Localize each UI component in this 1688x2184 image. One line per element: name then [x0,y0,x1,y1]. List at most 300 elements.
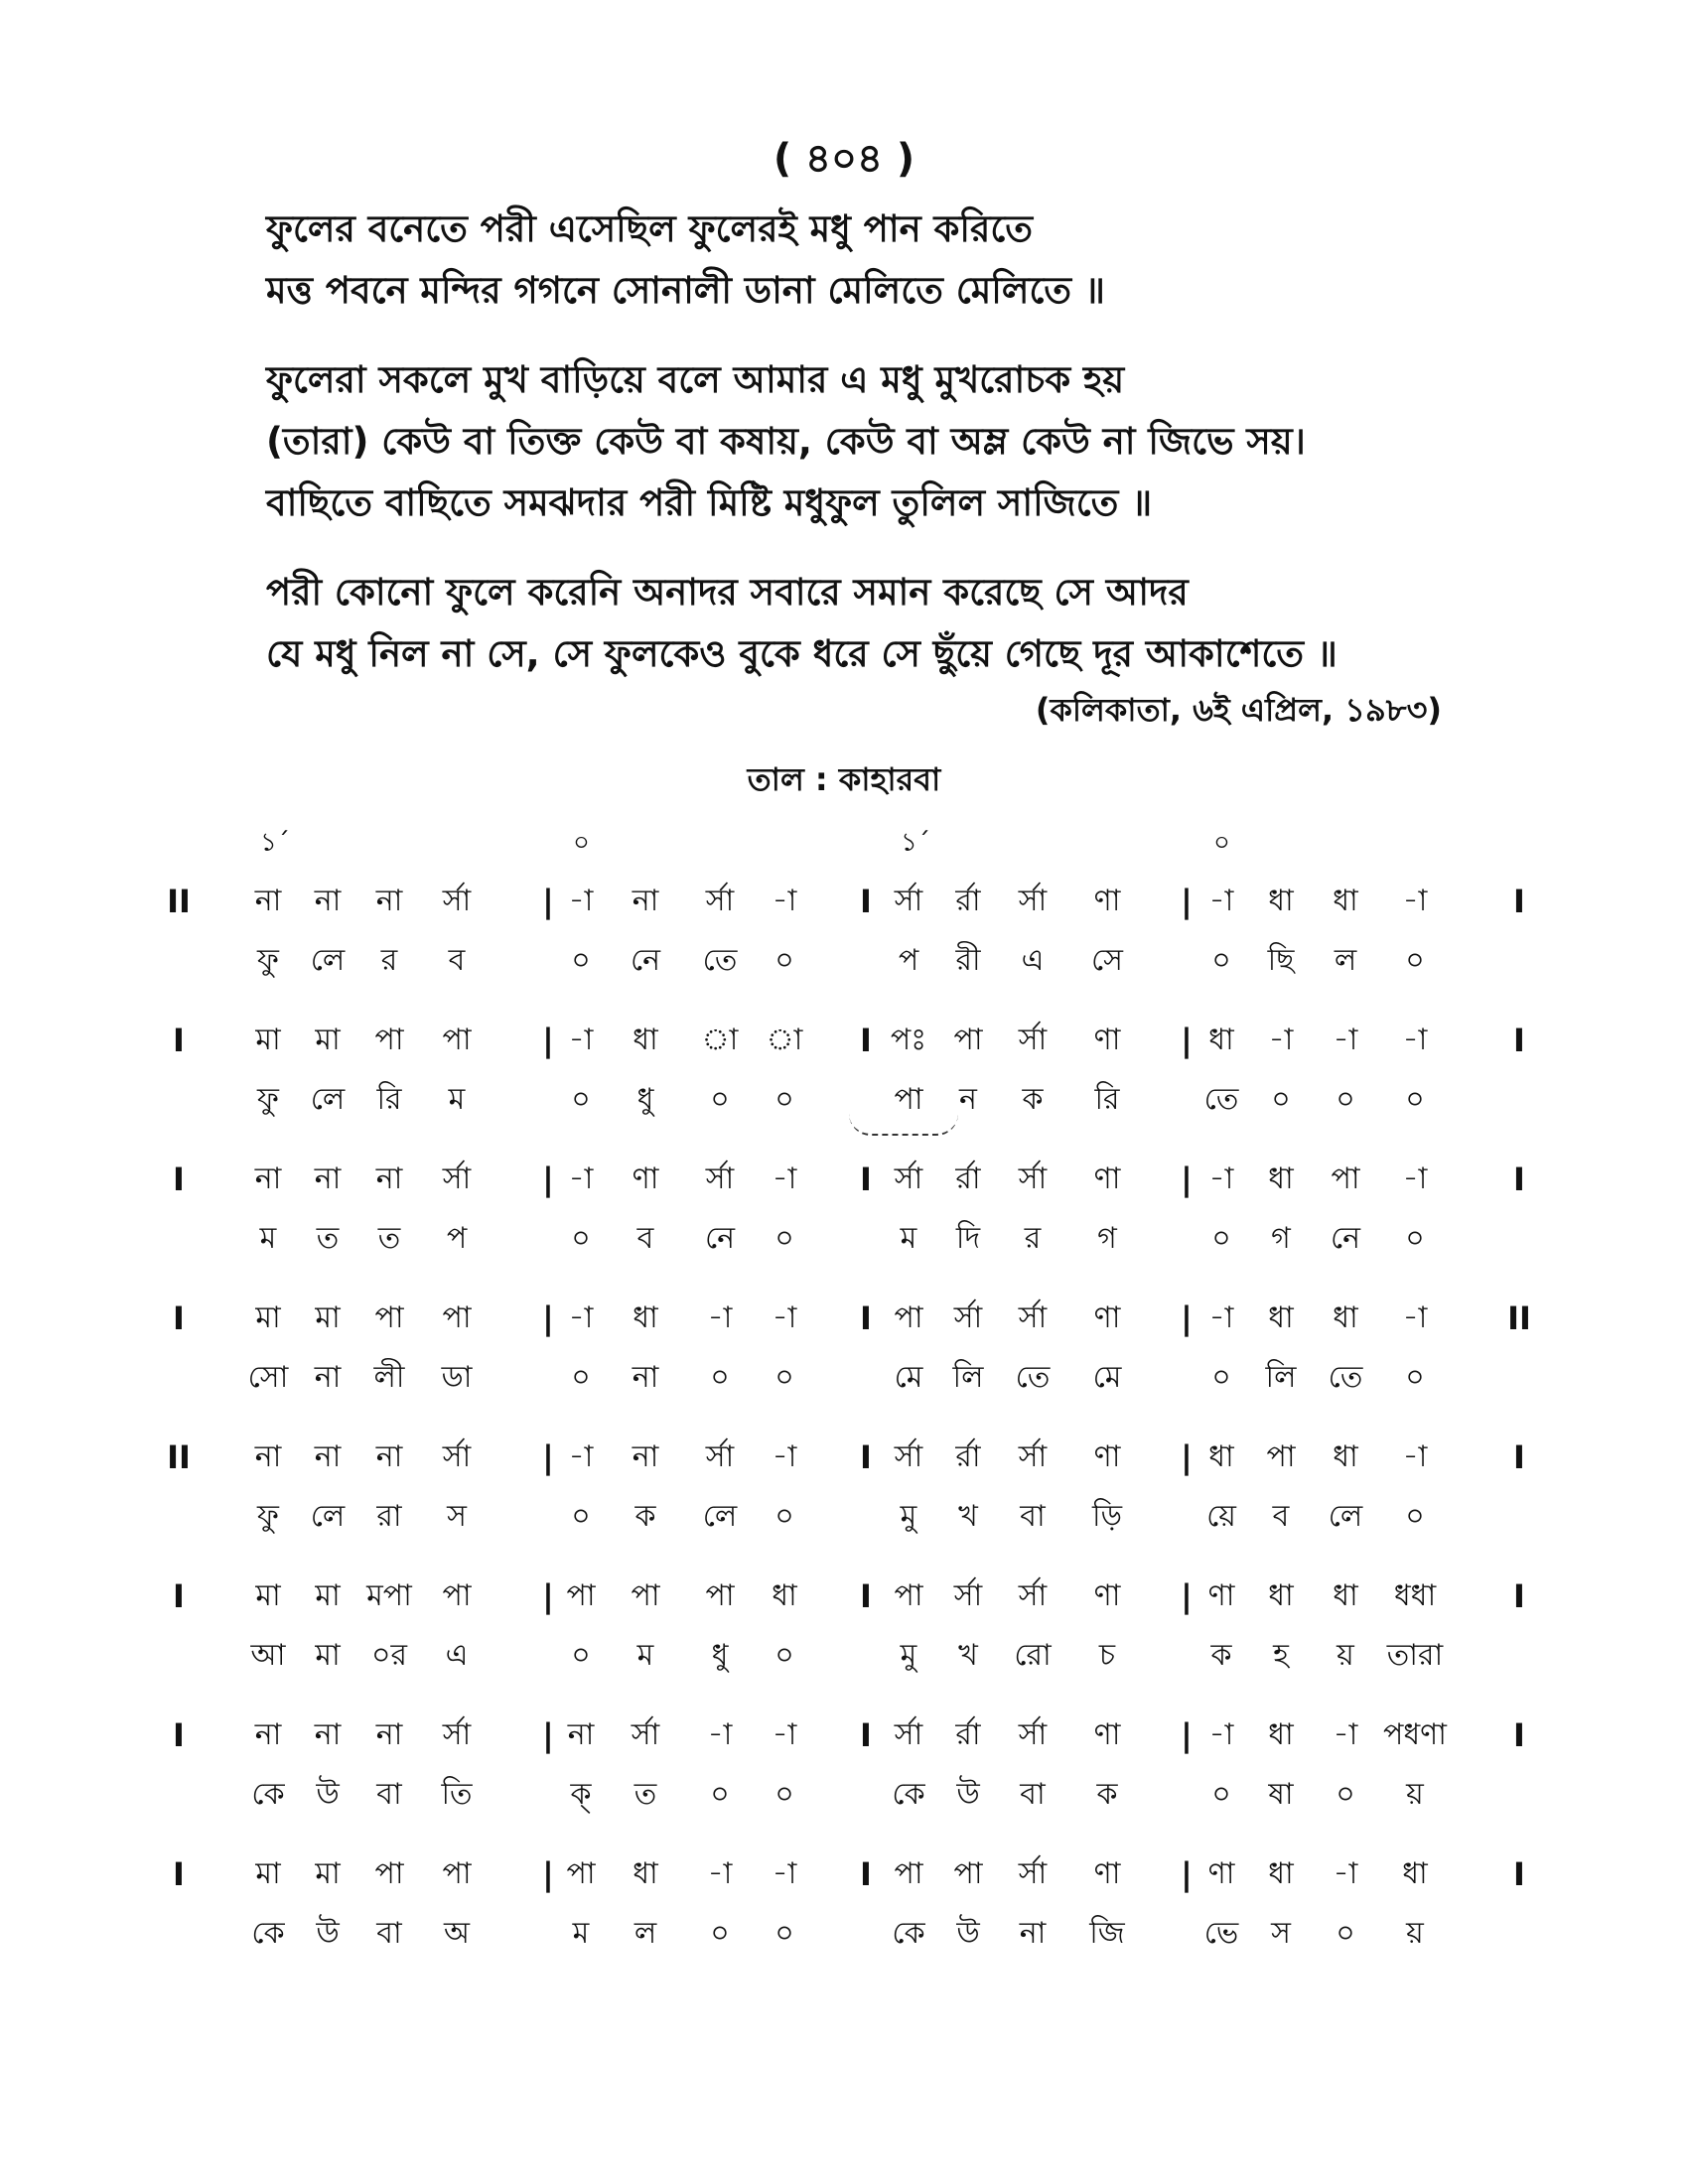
lyric-syllable: ব [1272,1499,1290,1534]
swara-note: ধা [1268,1578,1294,1613]
bar-line: | [1181,1438,1193,1476]
lyric-syllable: ম [900,1221,917,1256]
notation-block [159,822,1549,1954]
swara-note: ধা [1333,1578,1358,1613]
lyric-syllable: মে [894,1360,923,1395]
notation-row [159,1567,1549,1706]
beat-marks-row [159,822,1549,862]
lyric-syllable: সে [1091,943,1123,978]
swara-note: ধা [1333,1300,1358,1335]
lyric-syllable: মা [315,1638,341,1673]
bar-line: | [542,1855,554,1893]
swara-note: র্সা [1018,1023,1048,1057]
swara-note: র্সা [894,1717,923,1752]
lyric-syllable: ক [1096,1777,1118,1812]
swara-note: ধা [633,1300,658,1335]
lyric-syllable: সো [247,1360,289,1395]
bar-line-open: I [173,1716,185,1754]
lyric-syllable: ০ [774,1360,794,1395]
swara-note: -া [1333,1856,1358,1891]
swara-note: মা [255,1300,281,1335]
lyric-syllable: এ [445,1638,469,1673]
syllable-line [159,1348,1549,1408]
lyric-syllable: ক [1210,1638,1232,1673]
lyric-syllable: নে [704,1221,736,1256]
lyric-syllable: ত [377,1221,401,1256]
lyric-syllable: ড়ি [1091,1499,1122,1534]
swara-note: না [632,1439,659,1474]
bar-line-close: I [1513,1160,1525,1198]
swara-note: ণা [1207,1856,1235,1891]
syllable-line [159,1765,1549,1825]
lyric-syllable: স [1271,1916,1291,1951]
lyric-line: ফুলের বনেতে পরী এসেছিল ফুলেরই মধু পান করিতে [266,207,1034,250]
swara-note: পা [894,1856,923,1891]
swara-note: মা [315,1300,341,1335]
swara-note: -া [772,1300,797,1335]
bar-line-close: I [1513,1438,1525,1476]
swara-note: না [314,1439,342,1474]
swara-note: -া [772,1439,797,1474]
swara-note: ধা [1208,1439,1234,1474]
lyric-syllable: তে [702,943,738,978]
swara-note: না [567,1717,595,1752]
swara-note: র্সা [1018,1439,1048,1474]
lyric-syllable: ফু [257,1499,279,1534]
swara-note: র্সা [442,1717,472,1752]
swara-note: -া [1268,1023,1294,1057]
lyric-syllable: লি [1265,1360,1297,1395]
swara-note: না [314,884,342,918]
swara-note: -া [568,884,594,918]
page-number: ( ৪০৪ ) [773,136,915,182]
lyric-syllable: তি [441,1777,473,1812]
lyric-syllable: মে [1092,1360,1122,1395]
swara-note: না [254,1439,282,1474]
bar-line-close: I [1513,1855,1525,1893]
lyric-syllable: ম [259,1221,277,1256]
swara-note: ণা [1093,1300,1121,1335]
swara-note: পা [566,1578,596,1613]
bar-line-open: II [167,1438,191,1476]
swara-note: র্সা [705,884,735,918]
lyric-syllable: লী [373,1360,405,1395]
swara-note: র্সা [631,1717,660,1752]
swara-note: পা [631,1578,660,1613]
swara-note: পা [442,1856,472,1891]
swara-note: মা [255,1578,281,1613]
lyric-syllable: ফু [257,1082,279,1117]
beat-mark: ০ [573,828,590,858]
swara-note: ধা [1268,1300,1294,1335]
lyric-syllable: ব [636,1221,654,1256]
swara-note: না [254,1161,282,1196]
swara-note: -া [772,1717,797,1752]
lyric-syllable: ছি [1267,943,1295,978]
beat-mark: ১´ [260,828,290,858]
lyric-syllable: ল [1334,943,1357,978]
swara-note: পা [374,1300,404,1335]
lyric-syllable: ০ [1271,1082,1291,1117]
lyric-syllable: ০ [710,1777,730,1812]
lyric-line: যে মধু নিল না সে, সে ফুলকেও বুকে ধরে সে ছুঁয়ে গেছে দূর আকাশেতে ॥ [266,632,1337,675]
lyric-syllable: ব [448,943,466,978]
notation-row [159,1428,1549,1567]
swara-note: র্সা [442,884,472,918]
swara-note: না [632,884,659,918]
swara-note: র্সা [1018,1578,1048,1613]
bar-line-open: I [173,1022,185,1059]
slur-mark [849,1114,958,1136]
lyric-syllable: ক [634,1499,656,1534]
bar-line: | [542,883,554,920]
swara-note: না [375,1717,403,1752]
syllable-line [159,1626,1549,1686]
lyric-syllable: ০ [774,1499,794,1534]
swara-note: পা [894,1300,923,1335]
lyric-syllable: খ [958,1499,978,1534]
lyrics-stanza [266,562,1458,685]
lyric-syllable: তে [1015,1360,1051,1395]
swara-note: ণা [1093,1439,1121,1474]
swara-note: -া [568,1439,594,1474]
swara-line [159,1567,1549,1626]
bar-line: | [542,1022,554,1059]
swara-note: মা [315,1023,341,1057]
swara-note: র্সা [953,1300,983,1335]
swara-note: -া [772,1856,797,1891]
swara-line [159,1289,1549,1348]
lyric-syllable: ম [572,1916,590,1951]
bar-line-major: I [860,1022,872,1059]
swara-note: র্সা [894,884,923,918]
swara-line [159,1706,1549,1765]
syllable-line [159,1209,1549,1269]
beat-mark: ১´ [901,828,930,858]
swara-note: পা [374,1856,404,1891]
bar-line-close: I [1513,1716,1525,1754]
swara-note: ধা [1268,884,1294,918]
lyric-line: (তারা) কেউ বা তিক্ত কেউ বা কষায়, কেউ বা অম্ল কেউ না জিভে সয়। [266,420,1306,463]
swara-line [159,1011,1549,1070]
swara-note: র্সা [894,1439,923,1474]
lyric-syllable: পা [894,1082,923,1117]
swara-note: না [254,884,282,918]
swara-note: ধা [1268,1856,1294,1891]
swara-line [159,872,1549,931]
lyric-syllable: ০ [1405,1499,1425,1534]
lyric-syllable: বা [1020,1777,1046,1812]
lyric-syllable: না [314,1360,342,1395]
swara-note: না [314,1717,342,1752]
bar-line: | [1181,1716,1193,1754]
bar-line-open: I [173,1160,185,1198]
bar-line-close: I [1513,1577,1525,1615]
lyric-syllable: লে [1328,1499,1363,1534]
swara-note: ণা [1093,1717,1121,1752]
notation-row [159,872,1549,1011]
lyric-syllable: মু [900,1638,917,1673]
lyric-syllable: হ [1273,1638,1289,1673]
bar-line-close: II [1507,1299,1531,1337]
swara-note: না [375,1439,403,1474]
bar-line: | [1181,883,1193,920]
lyric-syllable: য় [1406,1916,1424,1951]
lyric-syllable: বা [376,1916,402,1951]
swara-note: ধা [1333,1439,1358,1474]
lyric-syllable: দি [955,1221,981,1256]
beat-mark: ০ [1213,828,1230,858]
lyric-syllable: না [1019,1916,1047,1951]
swara-note: পা [1266,1439,1296,1474]
swara-note: র্সা [442,1161,472,1196]
swara-note: পা [953,1023,983,1057]
swara-note: -া [707,1856,733,1891]
bar-line-open: I [173,1855,185,1893]
syllable-line [159,1487,1549,1547]
swara-note: ণা [1207,1578,1235,1613]
lyric-syllable: উ [316,1916,340,1951]
lyric-syllable: র [1024,1221,1042,1256]
notation-row [159,1011,1549,1150]
lyrics [266,199,1458,713]
swara-note: -া [568,1161,594,1196]
swara-note: র্রা [955,884,981,918]
lyric-syllable: অ [444,1916,470,1951]
bar-line: | [542,1577,554,1615]
bar-line: | [542,1299,554,1337]
swara-note: পা [1331,1161,1360,1196]
bar-line: | [1181,1160,1193,1198]
lyric-syllable: ০ [571,1360,591,1395]
swara-note: পা [705,1578,735,1613]
swara-note: র্রা [955,1439,981,1474]
lyric-syllable: ০ [1211,1777,1231,1812]
swara-note: না [375,1161,403,1196]
swara-note: া [766,1023,803,1057]
lyric-syllable: রো [1014,1638,1052,1673]
swara-note: -া [568,1300,594,1335]
lyric-syllable: ০ [1211,1221,1231,1256]
swara-note: র্সা [1018,1161,1048,1196]
lyric-syllable: য় [1336,1638,1354,1673]
lyric-syllable: ধু [711,1638,729,1673]
lyric-syllable: ক্ [570,1777,592,1812]
lyric-syllable: উ [316,1777,340,1812]
lyric-syllable: রি [376,1082,402,1117]
swara-note: ধা [1208,1023,1234,1057]
swara-note: না [375,884,403,918]
lyric-syllable: ডা [441,1360,473,1395]
bar-line-close: I [1513,1022,1525,1059]
lyric-syllable: ম [448,1082,466,1117]
lyric-syllable: ম [636,1638,654,1673]
lyric-syllable: ০ [1336,1916,1355,1951]
lyric-syllable: ০ [774,1777,794,1812]
lyric-syllable: নে [630,943,661,978]
lyric-syllable: কে [251,1916,285,1951]
lyric-syllable: ফু [257,943,279,978]
swara-note: ণা [1093,1161,1121,1196]
lyric-syllable: ০ [571,1638,591,1673]
swara-note: পধণা [1382,1717,1448,1752]
swara-note: পা [442,1300,472,1335]
bar-line: | [1181,1855,1193,1893]
lyric-syllable: লে [310,1082,346,1117]
lyric-syllable: উ [956,1777,980,1812]
syllable-line [159,1070,1549,1130]
lyric-syllable: প [898,943,919,978]
lyric-syllable: ০ [571,943,591,978]
tala-label: তাল : কাহারবা [747,760,941,798]
swara-note: া [701,1023,739,1057]
swara-note: পা [566,1856,596,1891]
swara-note: -া [1402,884,1428,918]
swara-note: -া [1402,1300,1428,1335]
swara-note: -া [1333,1023,1358,1057]
lyric-syllable: ত [316,1221,340,1256]
notation-row [159,1706,1549,1844]
lyric-syllable: গ [1271,1221,1291,1256]
lyric-syllable: ০ [1211,1360,1231,1395]
lyric-syllable: জি [1089,1916,1125,1951]
swara-note: -া [568,1023,594,1057]
swara-note: মা [315,1856,341,1891]
lyric-line: পরী কোনো ফুলে করেনি অনাদর সবারে সমান করেছে সে আদর [266,571,1189,614]
swara-note: র্রা [955,1717,981,1752]
lyric-line: বাছিতে বাছিতে সমঝদার পরী মিষ্টি মধুফুল তুলিল সাজিতে ॥ [266,481,1153,524]
lyric-syllable: রী [955,943,981,978]
lyric-syllable: ভে [1203,1916,1239,1951]
swara-note: র্সা [894,1161,923,1196]
lyric-syllable: ০ [1405,943,1425,978]
bar-line: | [542,1160,554,1198]
lyric-syllable: ০ [1211,943,1231,978]
lyric-syllable: এ [1021,943,1045,978]
lyric-syllable: ০ [1405,1221,1425,1256]
swara-note: -া [707,1300,733,1335]
bar-line: | [542,1438,554,1476]
lyric-syllable: ০র [370,1638,407,1673]
swara-line [159,1150,1549,1209]
lyric-syllable: ০ [710,1360,730,1395]
lyric-syllable: কে [892,1916,925,1951]
swara-note: ধা [1333,884,1358,918]
swara-note: পা [442,1578,472,1613]
lyric-syllable: খ [958,1638,978,1673]
bar-line: | [1181,1299,1193,1337]
swara-note: র্সা [1018,1300,1048,1335]
bar-line-major: I [860,883,872,920]
swara-line [159,1844,1549,1904]
lyric-syllable: রা [376,1499,402,1534]
swara-note: পা [894,1578,923,1613]
bar-line-open: I [173,1577,185,1615]
swara-note: ধা [1402,1856,1428,1891]
lyric-syllable: রি [1094,1082,1120,1117]
bar-line-major: I [860,1299,872,1337]
bar-line: | [542,1716,554,1754]
lyric-syllable: ০ [710,1082,730,1117]
lyric-syllable: লি [952,1360,984,1395]
notation-row [159,1289,1549,1428]
lyric-syllable: ০ [774,1916,794,1951]
lyric-syllable: ষা [1268,1777,1294,1812]
lyric-syllable: চ [1098,1638,1116,1673]
swara-note: ধা [1268,1717,1294,1752]
lyric-syllable: উ [956,1916,980,1951]
lyric-syllable: ০ [1336,1777,1355,1812]
swara-note: ধা [633,1023,658,1057]
lyric-syllable: ত [633,1777,657,1812]
swara-note: মপা [366,1578,412,1613]
lyric-syllable: বা [1020,1499,1046,1534]
lyrics-stanza [266,199,1458,322]
lyric-syllable: তে [1203,1082,1239,1117]
lyric-line: মত্ত পবনে মন্দির গগনে সোনালী ডানা মেলিতে মেলিতে ॥ [266,269,1105,312]
bar-line-open: I [173,1299,185,1337]
composition-note: (কলিকাতা, ৬ই এপ্রিল, ১৯৮৩) [1035,691,1442,729]
lyric-syllable: ০ [774,1082,794,1117]
swara-note: ণা [1093,1856,1121,1891]
bar-line-major: I [860,1855,872,1893]
lyric-syllable: ০ [1405,1082,1425,1117]
bar-line-major: I [860,1716,872,1754]
lyric-syllable: ০ [774,1221,794,1256]
lyric-syllable: য়ে [1206,1499,1236,1534]
lyric-syllable: লে [310,943,346,978]
swara-note: -া [1333,1717,1358,1752]
swara-note: র্সা [442,1439,472,1474]
lyric-syllable: ০ [571,1499,591,1534]
lyric-syllable: তে [1328,1360,1363,1395]
swara-note: -া [1208,884,1234,918]
swara-note: ধা [772,1578,797,1613]
lyric-syllable: ক [1022,1082,1044,1117]
swara-note: ধা [633,1856,658,1891]
lyric-syllable: ধু [636,1082,654,1117]
swara-note: -া [772,1161,797,1196]
swara-note: -া [1208,1161,1234,1196]
swara-note: -া [1402,1023,1428,1057]
swara-note: ণা [1093,884,1121,918]
lyric-line: ফুলেরা সকলে মুখ বাড়িয়ে বলে আমার এ মধু মুখরোচক হয় [266,358,1125,401]
lyric-syllable: লে [310,1499,346,1534]
swara-note: ধধা [1393,1578,1437,1613]
swara-note: -া [772,884,797,918]
swara-note: মা [315,1578,341,1613]
lyric-syllable: র [380,943,398,978]
lyric-syllable: ০ [774,1638,794,1673]
swara-note: ধা [1268,1161,1294,1196]
bar-line-major: I [860,1577,872,1615]
lyric-syllable: ০ [1336,1082,1355,1117]
lyric-syllable: নে [1330,1221,1361,1256]
swara-note: র্সা [953,1578,983,1613]
lyric-syllable: ০ [710,1916,730,1951]
swara-note: পঃ [890,1023,927,1057]
swara-note: না [314,1161,342,1196]
swara-note: না [254,1717,282,1752]
syllable-line [159,931,1549,991]
lyric-syllable: মু [900,1499,917,1534]
swara-note: -া [1402,1439,1428,1474]
swara-note: -া [707,1717,733,1752]
lyric-syllable: তারা [1386,1638,1444,1673]
bar-line-major: I [860,1160,872,1198]
swara-note: পা [374,1023,404,1057]
lyrics-stanza [266,349,1458,534]
